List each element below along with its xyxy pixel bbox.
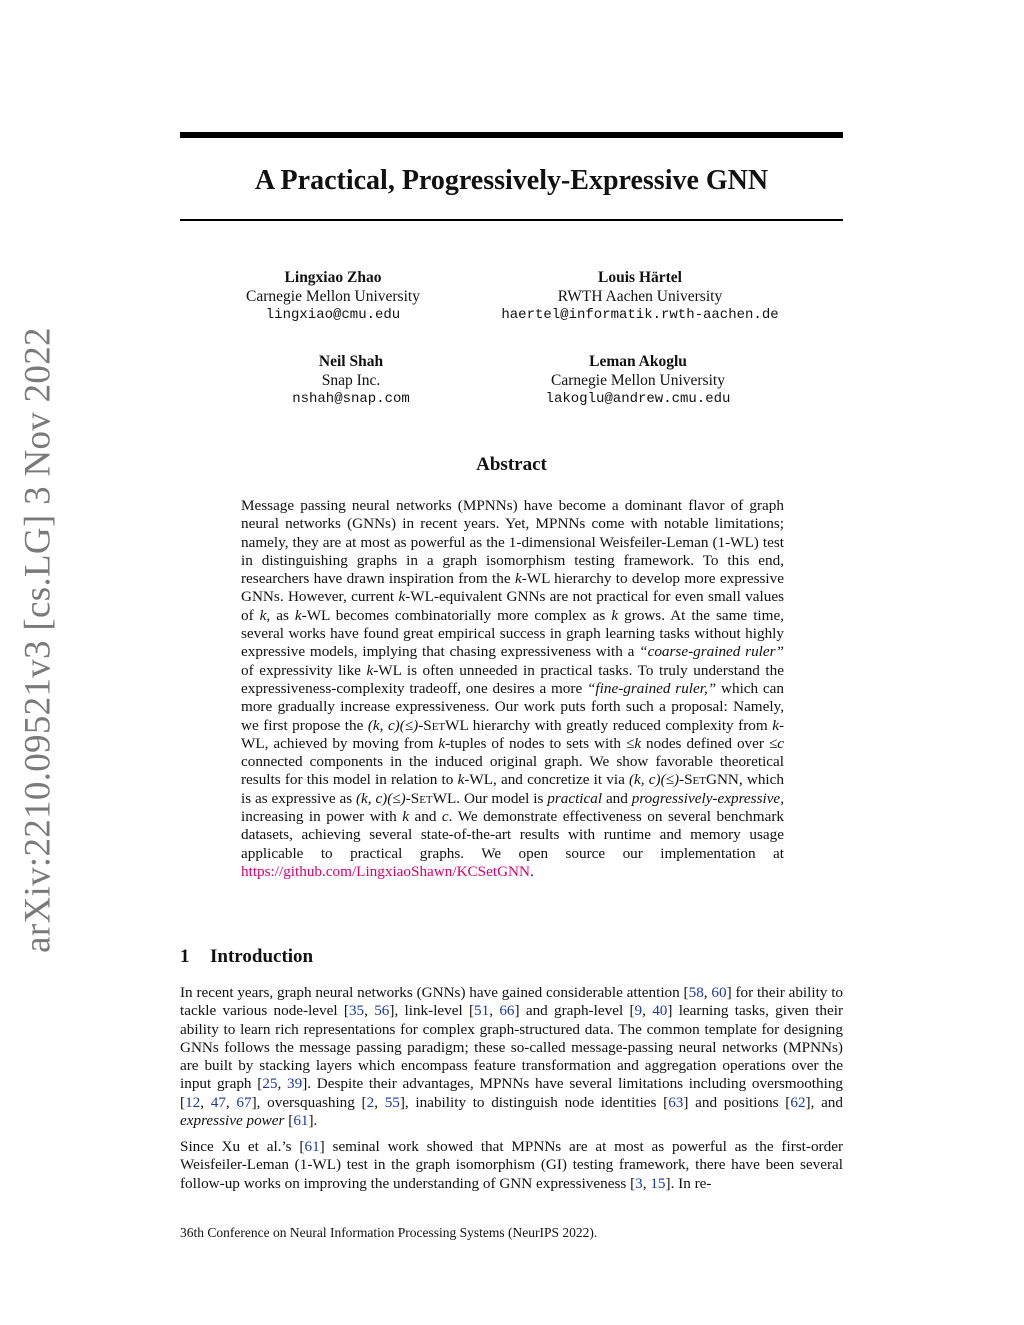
author-block bbox=[470, 268, 810, 325]
author-email[interactable]: nshah@snap.com bbox=[292, 391, 410, 407]
citation-link[interactable]: 61 bbox=[304, 1138, 320, 1155]
author-email[interactable]: lingxiao@cmu.edu bbox=[265, 307, 401, 323]
introduction-paragraph-2: Since Xu et al.’s [61] seminal work showed that MPNNs are at most as powerful as the first-order Weisfeiler-Leman (1-WL) test in the graph isomorphism (GI) testing framework, there have been several follow-up works on improving the understanding of GNN expressiveness [3, 15]. In re- bbox=[180, 1138, 843, 1192]
fine-grained-ruler-phrase: “fine-grained ruler,” bbox=[586, 679, 717, 697]
author-affiliation: Carnegie Mellon University bbox=[246, 288, 420, 305]
author-block bbox=[470, 352, 806, 409]
section-title: Introduction bbox=[210, 946, 314, 967]
title-top-rule bbox=[180, 132, 843, 138]
arxiv-identifier-stamp: arXiv:2210.09521v3 [cs.LG] 3 Nov 2022 bbox=[17, 327, 59, 953]
author-affiliation: Snap Inc. bbox=[321, 372, 381, 389]
author-name: Louis Härtel bbox=[598, 269, 682, 286]
title-bottom-rule bbox=[180, 219, 843, 221]
citation-link[interactable]: 25 bbox=[262, 1075, 278, 1093]
citation-link[interactable]: 2 bbox=[366, 1093, 375, 1111]
author-affiliation: RWTH Aachen University bbox=[557, 288, 723, 305]
github-repository-link[interactable]: https://github.com/LingxiaoShawn/KCSetGNN bbox=[241, 862, 530, 880]
paper-title: A Practical, Progressively-Expressive GNN bbox=[254, 165, 769, 196]
citation-link[interactable]: 55 bbox=[384, 1093, 400, 1111]
author-email[interactable]: haertel@informatik.rwth-aachen.de bbox=[501, 307, 779, 323]
author-email[interactable]: lakoglu@andrew.cmu.edu bbox=[545, 391, 731, 407]
citation-link[interactable]: 35 bbox=[348, 1002, 365, 1020]
introduction-paragraph-1: In recent years, graph neural networks (GNNs) have gained considerable attention [58, 60] for their ability to tackle various node-level [35, 56], link-level [51, 66] and graph-level [9, 40] learning tasks, given their ability to learn rich representations for complex graph-structured data. The common template for designing GNNs follows the message passing paradigm; these so-called message-passing neural networks (MPNNs) are built by stacking layers which encompass feature transformation and aggregation operations over the input graph [25, 39]. Despite their advantages, MPNNs have several limitations including oversmoothing [12, 47, 67], oversquashing [2, 55], inability to distinguish node identities [63] and positions [62], and expressive power [61]. bbox=[180, 984, 844, 1130]
citation-link[interactable]: 60 bbox=[711, 984, 727, 1001]
citation-link[interactable]: 51 bbox=[474, 1002, 490, 1020]
citation-link[interactable]: 12 bbox=[185, 1093, 201, 1111]
citation-link[interactable]: 58 bbox=[688, 984, 704, 1001]
citation-link[interactable]: 67 bbox=[236, 1093, 252, 1111]
citation-link[interactable]: 40 bbox=[652, 1002, 668, 1020]
citation-link[interactable]: 63 bbox=[668, 1093, 684, 1111]
author-name: Neil Shah bbox=[318, 353, 384, 370]
abstract-body: Message passing neural networks (MPNNs) have become a dominant flavor of graph neural networks (GNNs) in recent years. Yet, MPNNs come with notable limitations; namely, they are at most as powerful as the 1-dimensional Weisfeiler-Leman (1-WL) test in distinguishing graphs in a graph isomorphism testing framework. To this end, researchers have drawn inspiration from the k-WL hierarchy to develop more expressive GNNs. However, current k-WL-equivalent GNNs are not practical for even small values of k, as k-WL becomes combinatorially more complex as k grows. At the same time, several works have found great empirical success in graph learning tasks without highly expressive models, implying that chasing expressiveness with a “coarse-grained ruler” of expressivity like k-WL is often unneeded in practical tasks. To truly understand the expressiveness-complexity tradeoff, one desires a more “fine-grained ruler,” which can more gradually increase expressiveness. Our work puts forth such a proposal: Namely, we first propose the (k, c)(≤)-SetWL hierarchy with greatly reduced complexity from k-WL, achieved by moving from k-tuples of nodes to sets with ≤k nodes defined over ≤c connected components in the induced original graph. We show favorable theoretical results for this model in relation to k-WL, and concretize it via (k, c)(≤)-SetGNN, which is as expressive as (k, c)(≤)-SetWL. Our model is practical and progressively-expressive, increasing in power with k and c. We demonstrate effectiveness on several benchmark datasets, achieving several state-of-the-art results with runtime and memory usage applicable to practical graphs. We open source our implementation at https://github.com/LingxiaoShawn/KCSetGNN. bbox=[241, 497, 784, 880]
citation-link[interactable]: 3 bbox=[635, 1174, 643, 1192]
author-block bbox=[183, 268, 483, 325]
citation-link[interactable]: 39 bbox=[287, 1075, 303, 1093]
citation-link[interactable]: 9 bbox=[634, 1002, 643, 1020]
author-name: Leman Akoglu bbox=[589, 353, 687, 370]
conference-footnote: 36th Conference on Neural Information Processing Systems (NeurIPS 2022). bbox=[180, 1225, 598, 1240]
citation-link[interactable]: 47 bbox=[210, 1093, 226, 1111]
author-block bbox=[183, 352, 519, 409]
author-affiliation: Carnegie Mellon University bbox=[551, 372, 725, 389]
abstract-heading: Abstract bbox=[476, 454, 547, 475]
introduction-heading bbox=[180, 946, 313, 968]
citation-link[interactable]: 56 bbox=[374, 1002, 390, 1020]
citation-link[interactable]: 62 bbox=[790, 1093, 806, 1111]
citation-link[interactable]: 66 bbox=[499, 1002, 515, 1020]
citation-link[interactable]: 61 bbox=[293, 1112, 309, 1130]
citation-link[interactable]: 15 bbox=[650, 1174, 666, 1192]
author-name: Lingxiao Zhao bbox=[284, 269, 382, 286]
coarse-grained-ruler-phrase: “coarse-grained ruler” bbox=[639, 643, 784, 661]
section-number: 1 bbox=[180, 946, 190, 967]
